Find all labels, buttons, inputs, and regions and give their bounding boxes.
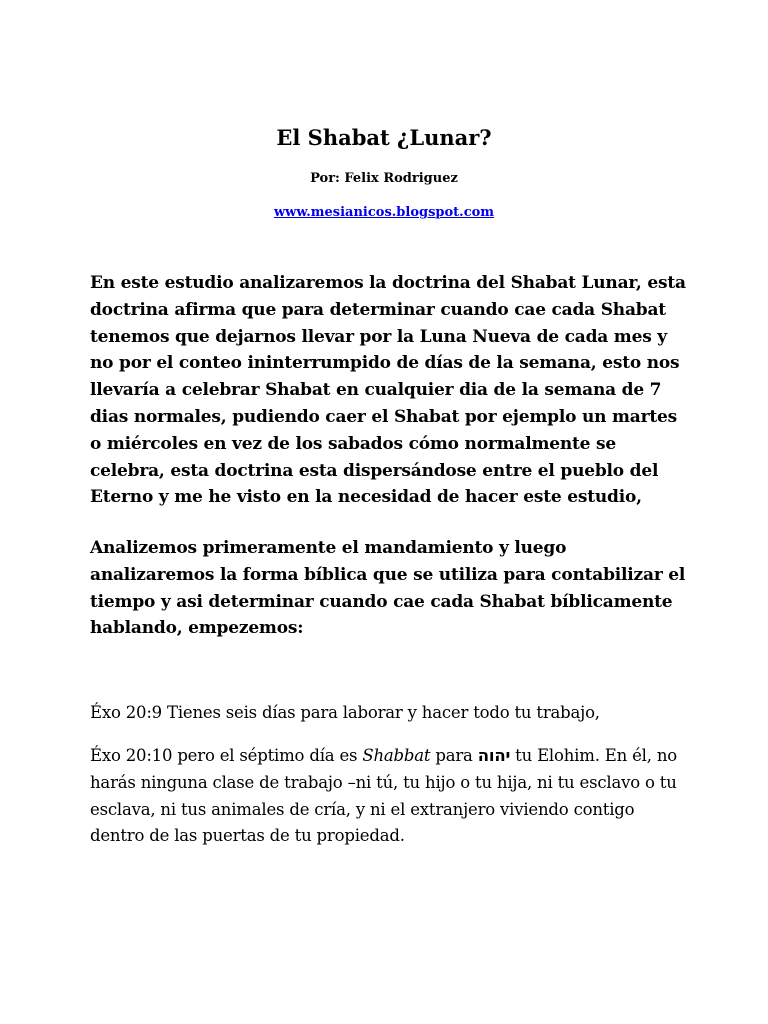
website-line: [0, 204, 768, 222]
verse2-part-c: tu Elohim. En él, no harás ninguna clase de trabajo –ni tú, tu hijo o tu hija, ni tu esclavo o tu esclava, ni tus animales de cría, y ni el extranjero viviendo contigo dentro de las puertas de tu propiedad.: [90, 746, 677, 846]
document-title: El Shabat ¿Lunar?: [276, 125, 492, 150]
hebrew-divine-name: יהוה: [477, 746, 511, 765]
intro-paragraph: En este estudio analizaremos la doctrina del Shabat Lunar, esta doctrina afirma que para determinar cuando cae cada Shabat tenemos que dejarnos llevar por la Luna Nueva de cada mes y no por el conteo ininterrumpido de días de la semana, esto nos llevaría a celebrar Shabat en cualquier dia de la semana de 7 dias normales, pudiendo caer el Shabat por ejemplo un martes o miércoles en vez de los sabados cómo normalmente se celebra, esta doctrina esta dispersándose entre el pueblo del Eterno y me he visto en la necesidad de hacer este estudio,: [90, 273, 686, 508]
second-paragraph: Analizemos primeramente el mandamiento y luego analizaremos la forma bíblica que se utiliza para contabilizar el tiempo y asi determinar cuando cae cada Shabat bíblicamente hablando, empezemos:: [90, 538, 686, 639]
verse-exodus-20-10: [90, 743, 690, 850]
website-link[interactable]: www.mesianicos.blogspot.com: [273, 205, 495, 220]
verse-exodus-20-9: Éxo 20:9 Tienes seis días para laborar y hacer todo tu trabajo,: [90, 703, 600, 722]
verse2-part-a: Éxo 20:10 pero el séptimo día es: [90, 746, 363, 765]
author-line: Por: Felix Rodriguez: [310, 171, 458, 186]
shabbat-italic: Shabbat: [362, 746, 431, 765]
verse2-part-b: para: [430, 746, 478, 765]
